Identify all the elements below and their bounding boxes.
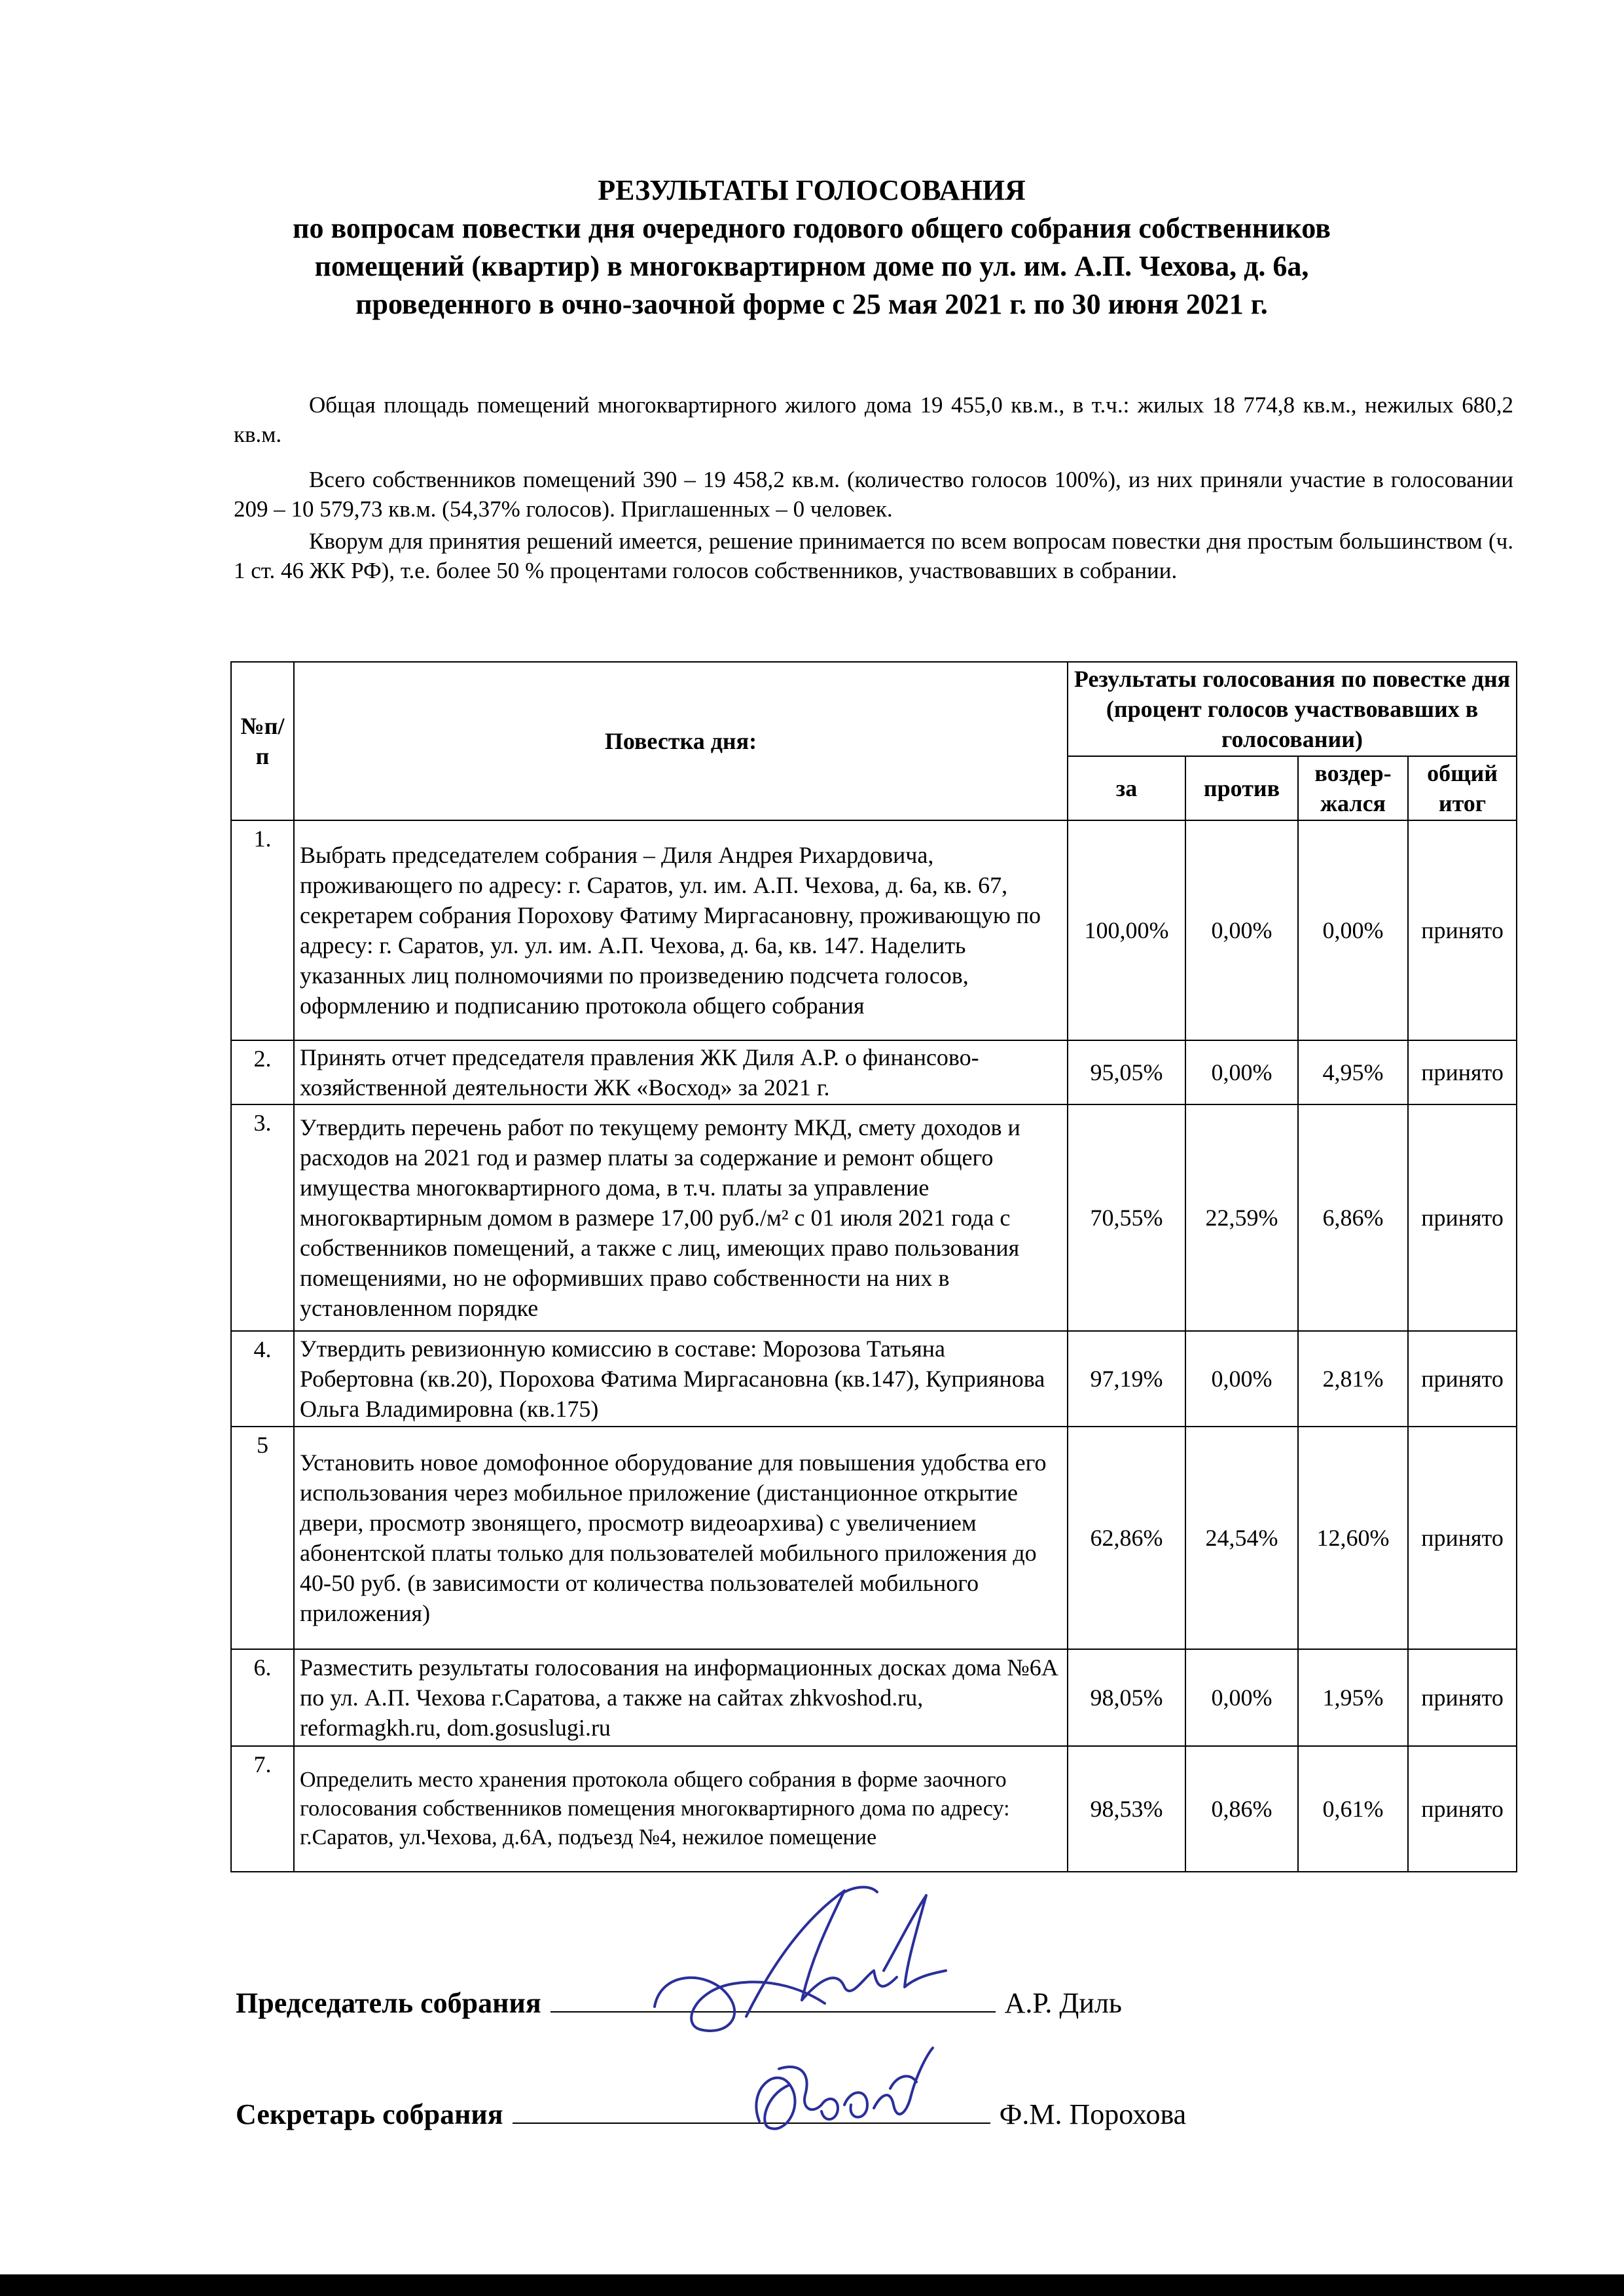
row-total: принято (1408, 1746, 1517, 1872)
title-line-4: проведенного в очно-заочной форме с 25 мая 2021 г. по 30 июня 2021 г. (355, 288, 1268, 320)
row-number: 5 (231, 1427, 294, 1649)
header-total: общий итог (1408, 756, 1517, 820)
row-agenda: Утвердить ревизионную комиссию в составе: Морозова Татьяна Робертовна (кв.20), Порохова Фатима Миргасановна (кв.147), Куприянова Ольга Владимировна (кв.175) (294, 1331, 1068, 1427)
row-agenda: Принять отчет председателя правления ЖК Диля А.Р. о финансово-хозяйственной деятельности ЖК «Восход» за 2021 г. (294, 1040, 1068, 1104)
title-line-2: по вопросам повестки дня очередного годового общего собрания собственников (293, 212, 1331, 244)
row-abstained: 12,60% (1298, 1427, 1408, 1649)
table-row (231, 820, 1517, 1040)
row-total: принято (1408, 1649, 1517, 1746)
table-header-row (231, 662, 1517, 756)
row-for: 95,05% (1068, 1040, 1185, 1104)
row-abstained: 0,00% (1298, 820, 1408, 1040)
row-total: принято (1408, 1104, 1517, 1331)
owners-text: Всего собственников помещений 390 – 19 458,2 кв.м. (количество голосов 100%), из них приняли участие в голосовании 209 – 10 579,73 кв.м. (54,37% голосов). Приглашенных – 0 человек. (234, 467, 1513, 522)
area-paragraph (234, 390, 1513, 449)
row-total: принято (1408, 1331, 1517, 1427)
row-agenda: Разместить результаты голосования на информационных досках дома №6А по ул. А.П. Чехова г.Саратова, а также на сайтах zhkvoshod.ru, reformagkh.ru, dom.gosuslugi.ru (294, 1649, 1068, 1746)
row-for: 98,05% (1068, 1649, 1185, 1746)
table-row (231, 1104, 1517, 1331)
row-total: принято (1408, 1040, 1517, 1104)
header-against: против (1185, 756, 1298, 820)
area-text: Общая площадь помещений многоквартирного жилого дома 19 455,0 кв.м., в т.ч.: жилых 18 774,8 кв.м., нежилых 680,2 кв.м. (234, 392, 1513, 447)
header-results: Результаты голосования по повестке дня (процент голосов участвовавших в голосовании) (1068, 662, 1517, 756)
secretary-signature-row (236, 2098, 1186, 2131)
row-for: 98,53% (1068, 1746, 1185, 1872)
row-abstained: 0,61% (1298, 1746, 1408, 1872)
owners-paragraph (234, 465, 1513, 524)
row-against: 22,59% (1185, 1104, 1298, 1331)
header-abstained: воздер-жался (1298, 756, 1408, 820)
row-against: 0,00% (1185, 820, 1298, 1040)
header-agenda: Повестка дня: (294, 662, 1068, 820)
row-against: 24,54% (1185, 1427, 1298, 1649)
secretary-handwritten-signature (740, 2043, 936, 2147)
row-against: 0,00% (1185, 1331, 1298, 1427)
row-for: 70,55% (1068, 1104, 1185, 1331)
row-agenda: Определить место хранения протокола общего собрания в форме заочного голосования собственников помещения многоквартирного дома по адресу: г.Саратов, ул.Чехова, д.6А, подъезд №4, нежилое помещение (294, 1746, 1068, 1872)
row-total: принято (1408, 1427, 1517, 1649)
chair-handwritten-signature (648, 1879, 962, 2043)
row-agenda: Утвердить перечень работ по текущему ремонту МКД, смету доходов и расходов на 2021 год и размер платы за содержание и ремонт общего имущества многоквартирного дома, в т.ч. платы за управление многоквартирным домом в размере 17,00 руб./м² с 01 июля 2021 года с собственников помещений, а также с лиц, имеющих право пользования помещениями, но не оформивших право собственности на них в установленном порядке (294, 1104, 1068, 1331)
header-for: за (1068, 756, 1185, 820)
row-against: 0,00% (1185, 1649, 1298, 1746)
quorum-paragraph (234, 526, 1513, 585)
row-number: 3. (231, 1104, 294, 1331)
secretary-name: Ф.М. Порохова (999, 2098, 1187, 2130)
row-abstained: 6,86% (1298, 1104, 1408, 1331)
table-row (231, 1427, 1517, 1649)
quorum-text: Кворум для принятия решений имеется, решение принимается по всем вопросам повестки дня простым большинством (ч. 1 ст. 46 ЖК РФ), т.е. более 50 % процентами голосов собственников, участвовавших в собрании. (234, 528, 1513, 583)
voting-results-table (230, 661, 1517, 1872)
row-for: 100,00% (1068, 820, 1185, 1040)
row-number: 1. (231, 820, 294, 1040)
row-number: 6. (231, 1649, 294, 1746)
document-title (196, 172, 1427, 323)
row-number: 7. (231, 1746, 294, 1872)
row-abstained: 4,95% (1298, 1040, 1408, 1104)
table-row (231, 1746, 1517, 1872)
row-against: 0,00% (1185, 1040, 1298, 1104)
row-against: 0,86% (1185, 1746, 1298, 1872)
table-row (231, 1040, 1517, 1104)
row-abstained: 2,81% (1298, 1331, 1408, 1427)
row-for: 62,86% (1068, 1427, 1185, 1649)
table-row (231, 1331, 1517, 1427)
secretary-label: Секретарь собрания (236, 2098, 503, 2130)
title-line-1: РЕЗУЛЬТАТЫ ГОЛОСОВАНИЯ (598, 174, 1026, 206)
row-agenda: Установить новое домофонное оборудование для повышения удобства его использования через мобильное приложение (дистанционное открытие двери, просмотр звонящего, просмотр видеоархива) с увеличением абонентской платы только для пользователей мобильного приложения до 40-50 руб. (в зависимости от количества пользователей мобильного приложения) (294, 1427, 1068, 1649)
row-agenda: Выбрать председателем собрания – Диля Андрея Рихардовича, проживающего по адресу: г. Саратов, ул. им. А.П. Чехова, д. 6а, кв. 67, секретарем собрания Порохову Фатиму Миргасановну, проживающую по адресу: г. Саратов, ул. ул. им. А.П. Чехова, д. 6а, кв. 147. Наделить указанных лиц полномочиями по произведению подсчета голосов, оформлению и подписанию протокола общего собрания (294, 820, 1068, 1040)
chair-label: Председатель собрания (236, 1987, 541, 2019)
header-number: №п/п (231, 662, 294, 820)
row-number: 2. (231, 1040, 294, 1104)
scan-edge-bar (0, 2274, 1624, 2296)
row-number: 4. (231, 1331, 294, 1427)
table-row (231, 1649, 1517, 1746)
title-line-3: помещений (квартир) в многоквартирном доме по ул. им. А.П. Чехова, д. 6а, (314, 250, 1309, 282)
row-total: принято (1408, 820, 1517, 1040)
row-for: 97,19% (1068, 1331, 1185, 1427)
chair-name: А.Р. Диль (1004, 1987, 1122, 2019)
row-abstained: 1,95% (1298, 1649, 1408, 1746)
